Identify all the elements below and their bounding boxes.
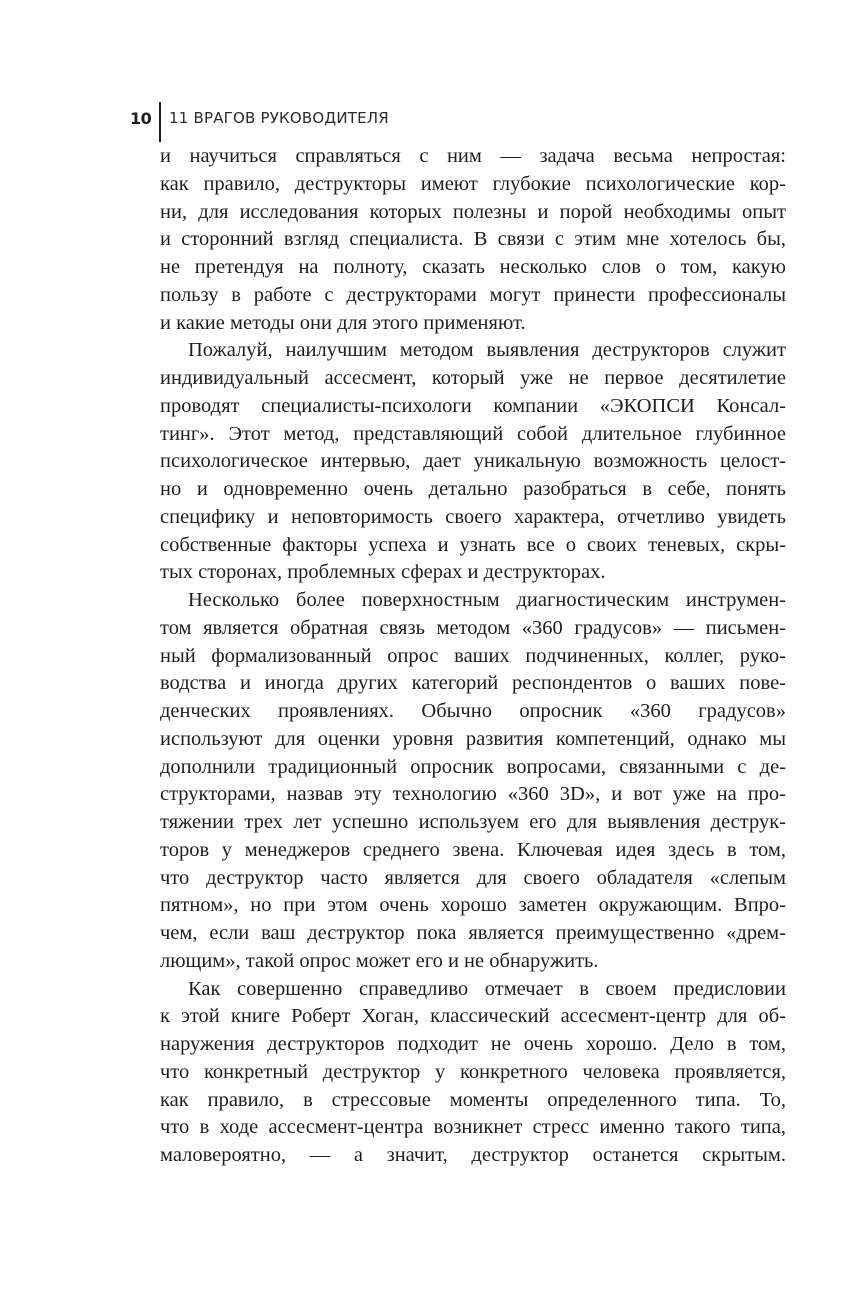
text-line: пользу в работе с деструкторами могут принести профессионалы (160, 283, 786, 306)
text-line: специфику и неповторимость своего характера, отчетливо увидеть (160, 505, 786, 528)
text-line: дополнили традиционный опросник вопросами, связанными с де- (160, 755, 786, 778)
body-text (160, 143, 786, 1170)
paragraph (160, 587, 786, 976)
text-line: чем, если ваш деструктор пока является преимущественно «дрем- (160, 922, 786, 944)
paragraph (160, 337, 786, 587)
running-header (130, 100, 389, 136)
paragraph (160, 976, 786, 1170)
text-line: но и одновременно очень детально разобраться в себе, понять (160, 478, 786, 500)
text-line: тяжении трех лет успешно используем его для выявления деструк- (160, 811, 786, 833)
text-line: что конкретный деструктор у конкретного человека проявляется, (160, 1060, 786, 1083)
text-line: пятном», но при этом очень хорошо заметен окружающим. Впро- (160, 894, 786, 917)
text-line: не претендуя на полноту, сказать несколько слов о том, какую (160, 256, 786, 278)
text-line: и сторонний взгляд специалиста. В связи с этим мне хотелось бы, (160, 228, 786, 251)
page-number: 10 (130, 108, 152, 128)
text-line: денческих проявлениях. Обычно опросник «360 градусов» (160, 700, 786, 722)
text-line: структорами, назвав эту технологию «360 3D», и вот уже на про- (160, 783, 786, 806)
text-line: и какие методы они для этого применяют. (160, 311, 526, 334)
text-line: используют для оценки уровня развития компетенций, однако мы (160, 727, 786, 750)
text-line: тинг». Этот метод, представляющий собой длительное глубинное (160, 422, 786, 445)
text-line: как правило, деструкторы имеют глубокие психологические кор- (160, 172, 786, 195)
paragraph (160, 143, 786, 337)
text-line: проводят специалисты-психологи компании «ЭКОПСИ Консал- (160, 394, 786, 417)
text-line: что в ходе ассесмент-центра возникнет стресс именно такого типа, (160, 1116, 786, 1139)
header-divider (159, 102, 161, 142)
text-line: что деструктор часто является для своего обладателя «слепым (160, 866, 786, 889)
text-line: психологическое интервью, дает уникальную возможность целост- (160, 450, 786, 473)
text-line: Пожалуй, наилучшим методом выявления деструкторов служит (188, 339, 786, 362)
text-line: и научиться справляться с ним — задача весьма непростая: (160, 145, 786, 167)
running-title: 11 ВРАГОВ РУКОВОДИТЕЛЯ (169, 109, 389, 127)
text-line: как правило, в стрессовые моменты определенного типа. То, (160, 1088, 786, 1111)
text-line: маловероятно, — а значит, деструктор останется скрытым. (160, 1144, 786, 1166)
text-line: лющим», такой опрос может его и не обнаружить. (160, 949, 599, 972)
text-line: ни, для исследования которых полезны и порой необходимы опыт (160, 200, 786, 223)
text-line: к этой книге Роберт Хоган, классический ассесмент-центр для об- (160, 1005, 786, 1028)
text-line: индивидуальный ассесмент, который уже не первое десятилетие (160, 367, 786, 389)
text-line: торов у менеджеров среднего звена. Ключевая идея здесь в том, (160, 838, 786, 861)
text-line: водства и иногда других категорий респондентов о ваших пове- (160, 672, 786, 695)
text-line: Несколько более поверхностным диагностическим инструмен- (188, 589, 786, 611)
text-line: Как совершенно справедливо отмечает в своем предисловии (188, 977, 786, 1000)
text-line: собственные факторы успеха и узнать все о своих теневых, скры- (160, 533, 786, 556)
text-line: том является обратная связь методом «360 градусов» — письмен- (160, 616, 786, 639)
text-line: ный формализованный опрос ваших подчиненных, коллег, руко- (160, 644, 786, 667)
text-line: наружения деструкторов подходит не очень хорошо. Дело в том, (160, 1033, 786, 1055)
text-line: тых сторонах, проблемных сферах и деструкторах. (160, 561, 606, 584)
